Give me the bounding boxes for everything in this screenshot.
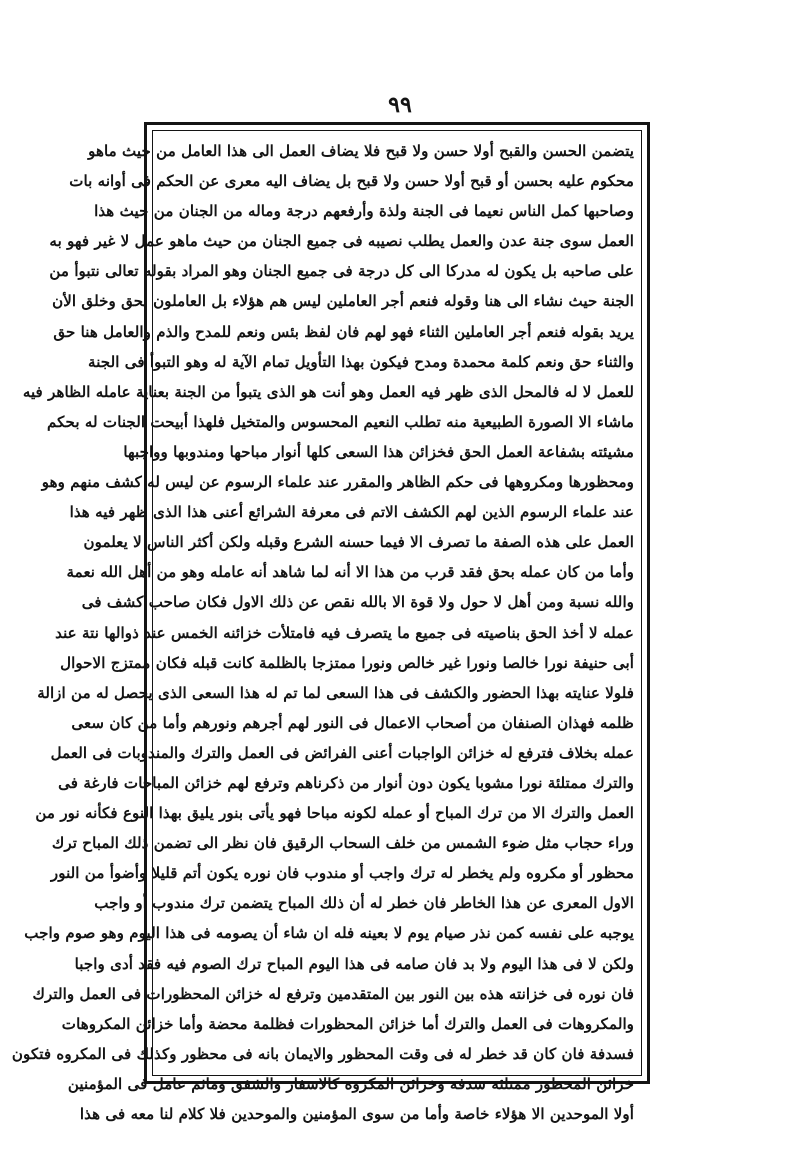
text-line: العمل سوى جنة عدن والعمل يطلب نصيبه فى جميع الجنان من حيث ماهو عمل لا غير فهو به [49,232,634,251]
text-line: وراء حجاب مثل ضوء الشمس من خلف السحاب الرقيق فان نظر الى تضمن ذلك المباح ترك [51,834,634,853]
text-line: خزائن المحظور ممتلئة سدفة وخزائن المكروه كالاسفار والشفق وماثم عامل فى المؤمنين [67,1074,634,1093]
text-line: ماشاء الا الصورة الطبيعية منه تطلب النعيم المحسوس والمتخيل فلهذا أبيحت الجنات له بحكم [47,412,634,431]
text-line: والترك ممتلئة نورا مشوبا يكون دون أنوار من ذكرناهم وترفع لهم خزائن المباحات فارغة فى [58,773,634,792]
text-line: محظور أو مكروه ولم يخطر له ترك واجب أو مندوب فان نوره يكون أتم قليلا وأضوأ من النور [50,864,634,883]
text-line: ومحظورها ومكروهها فى حكم الظاهر والمقرر عند علماء الرسوم عن ليس له كشف منهم وهو [41,473,634,492]
body-text [11,136,634,1123]
text-line: وأما من كان عمله بحق فقد قرب من هذا الا أنه لما شاهد أنه عامله وهو من أهل الله نعمة [66,563,634,582]
text-line: يوجبه على نفسه كمن نذر صيام يوم لا بعينه فله ان شاء أن يصومه فى هذا اليوم وهو صوم واجب [24,924,634,943]
text-line: عمله بخلاف فترفع له خزائن الواجبات أعنى الفرائض فى العمل والترك والمندوبات فى العمل [50,743,634,762]
text-line: الاول المعرى عن هذا الخاطر فان خطر له أن ذلك المباح يتضمن ترك مندوب أو واجب [94,894,634,913]
text-line: فان نوره فى خزانته هذه بين النور بين المتقدمين وترفع له خزائن المحظورات فى العمل والترك [32,984,634,1003]
text-line: العمل على هذه الصفة ما تصرف الا فيما حسنه الشرع وقبله ولكن أكثر الناس لا يعلمون [83,533,634,552]
text-line: عند علماء الرسوم الذين لهم الكشف الاتم فى معرفة الشرائع أعنى هذا الذى ظهر فيه هذا [69,503,634,522]
text-line: فلولا عنايته بهذا الحضور والكشف فى هذا السعى لما تم له هذا السعى الذى يحصل له من ازالة [37,683,634,702]
text-line: فسدفة فان كان قد خطر له فى وقت المحظور والايمان بانه فى محظور وكذلك فى المكروه فتكون [11,1044,634,1063]
text-line: والله نسبة ومن أهل لا حول ولا قوة الا بالله نقص عن ذلك الاول فكان صاحب كشف فى [81,593,634,612]
text-line: ظلمه فهذان الصنفان من أصحاب الاعمال فى النور لهم أجرهم ونورهم وأما من كان سعى [71,713,634,732]
text-line: والثناء حق ونعم كلمة محمدة ومدح فيكون بهذا التأويل تمام الآية له وهو التبوأ فى الجنة [88,352,634,371]
text-line: وصاحبها كمل الناس نعيما فى الجنة ولذة وأرفعهم درجة وماله من الجنان من حيث هذا [94,202,634,221]
text-line: الجنة حيث نشاء الى هنا وقوله فنعم أجر العاملين ليس هم هؤلاء بل العاملون بحق وخلق الأن [52,292,634,311]
text-line: أبى حنيفة نورا خالصا ونورا غير خالص ونورا ممتزجا بالظلمة كانت قبله فكان ممتزج الاحوال [60,653,634,672]
text-line: ولكن لا فى هذا اليوم ولا بد فان صامه فى هذا اليوم المباح ترك الصوم فيه فقد أدى واجبا [74,954,634,973]
text-line: العمل والترك الا من ترك المباح أو عمله لكونه مباحا فهو يأتى بنور يليق بهذا النوع فكأنه نور من [35,804,634,823]
text-line: عمله لا أخذ الحق بناصيته فى جميع ما يتصرف فيه فامتلأت خزائنه الخمس عند ذوالها نتة عند [55,623,634,642]
text-line: على صاحبه بل يكون له مدركا الى كل درجة فى جميع الجنان وهو المراد بقوله تعالى نتبوأ من [49,262,634,281]
text-line: يتضمن الحسن والقبح أولا حسن ولا قبح فلا يضاف العمل الى هذا العامل من حيث ماهو [88,142,634,160]
text-line: للعمل لا له فالمحل الذى ظهر فيه العمل وهو أنت هو الذى يتبوأ من الجنة بعناية عامله الظاهر فيه [22,382,634,401]
text-line: يريد بقوله فنعم أجر العاملين الثناء فهو لهم فان لفظ بئس ونعم للمدح والذم والعامل هنا حق [53,322,634,341]
text-line: محكوم عليه بحسن أو قبح أولا حسن ولا قبح بل يضاف اليه معرى عن الحكم فى أوانه بات [69,172,634,191]
text-line: مشيئته بشفاعة العمل الحق فخزائن هذا السعى كلها أنوار مباحها ومندوبها وواجبها [123,442,634,461]
text-line: والمكروهات فى العمل والترك أما خزائن المحظورات فظلمة محضة وأما خزائن المكروهات [61,1014,634,1033]
text-line: أولا الموحدين الا هؤلاء خاصة وأما من سوى المؤمنين والموحدين فلا كلام لنا معه فى هذا [79,1105,634,1123]
page-number: ٩٩ [388,92,412,118]
